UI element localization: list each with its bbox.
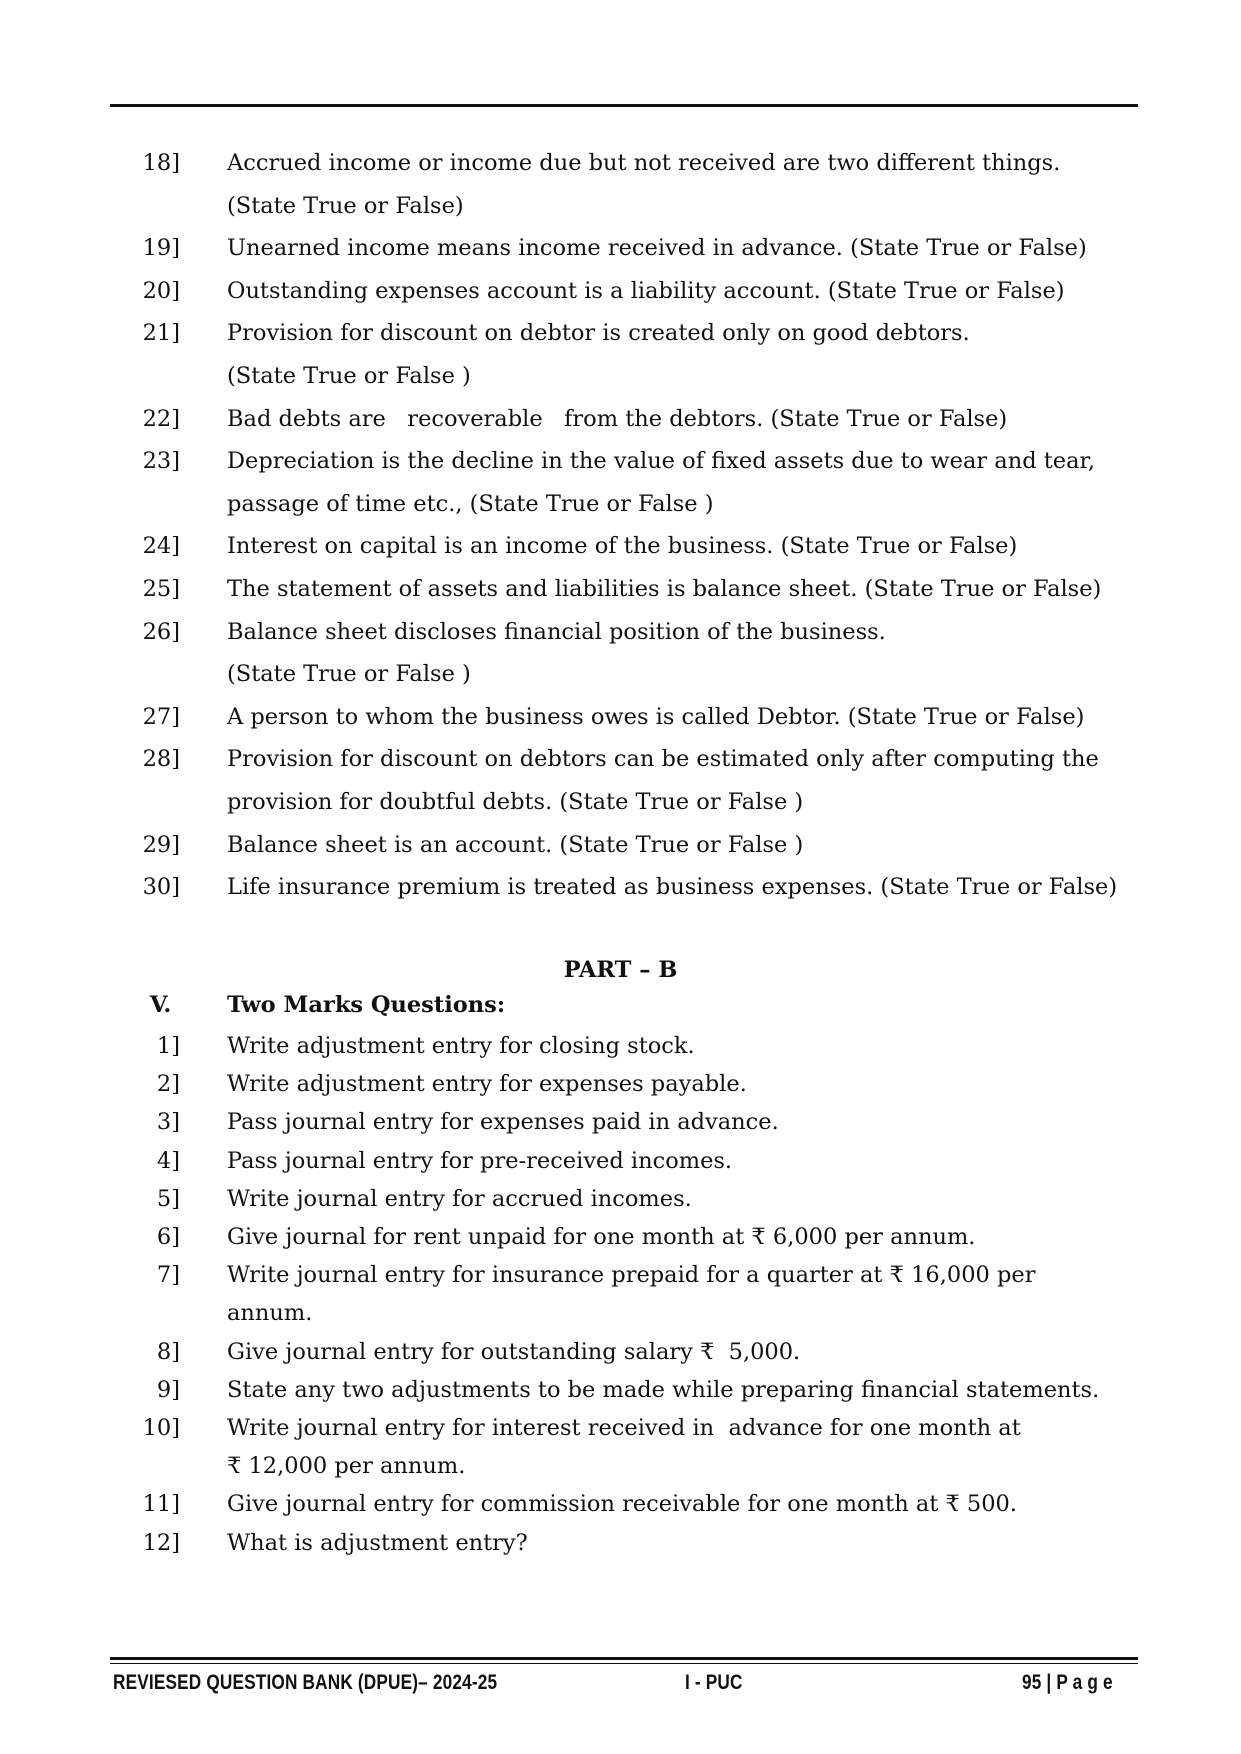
question-number: 29]	[142, 831, 180, 858]
question-text	[227, 440, 1157, 525]
question-text	[227, 696, 1157, 739]
question-number: 1]	[156, 1033, 180, 1059]
footer-rule	[110, 1657, 1138, 1660]
question-line: Write journal entry for accrued incomes.	[227, 1185, 692, 1212]
question-text	[227, 1256, 1157, 1332]
question-number: 28]	[142, 746, 180, 773]
section-number: V.	[150, 992, 172, 1018]
question-text	[227, 1333, 1157, 1371]
question-line: Write adjustment entry for expenses payable.	[227, 1071, 747, 1098]
question-number: 21]	[142, 320, 180, 347]
section-title: Two Marks Questions:	[227, 992, 506, 1018]
question-line: State any two adjustments to be made while preparing financial statements.	[227, 1376, 1100, 1403]
question-text	[227, 1409, 1157, 1485]
question-text	[227, 568, 1157, 611]
footer-page-number: 95 | P a g e	[1022, 1671, 1113, 1694]
question-item	[0, 1103, 1241, 1141]
question-number: 3]	[156, 1109, 180, 1136]
footer-left: REVIESED QUESTION BANK (DPUE)– 2024-25	[113, 1671, 498, 1694]
question-item	[0, 312, 1241, 397]
question-line: Accrued income or income due but not received are two different things.	[227, 150, 1061, 176]
question-item	[0, 1409, 1241, 1485]
question-item	[0, 525, 1241, 568]
question-line: Pass journal entry for expenses paid in advance.	[227, 1109, 779, 1136]
question-text	[227, 398, 1157, 441]
question-text	[227, 1103, 1157, 1141]
question-line: Give journal for rent unpaid for one month at ₹ 6,000 per annum.	[227, 1224, 976, 1251]
question-text	[227, 270, 1157, 313]
question-text	[227, 824, 1157, 867]
question-number: 11]	[142, 1491, 180, 1518]
question-text	[227, 1027, 1157, 1065]
question-line: Outstanding expenses account is a liability account. (State True or False)	[227, 277, 1065, 304]
question-line: Unearned income means income received in advance. (State True or False)	[227, 235, 1087, 262]
question-number: 26]	[142, 618, 180, 645]
question-line: (State True or False )	[227, 362, 471, 389]
question-line: ₹ 12,000 per annum.	[227, 1453, 466, 1480]
question-text	[227, 1485, 1157, 1523]
question-number: 19]	[142, 235, 180, 262]
question-number: 27]	[142, 703, 180, 730]
question-number: 18]	[142, 150, 180, 176]
question-text	[227, 312, 1157, 397]
question-item	[0, 398, 1241, 441]
question-line: Depreciation is the decline in the value of fixed assets due to wear and tear,	[227, 448, 1095, 475]
footer-center: I - PUC	[685, 1671, 743, 1694]
question-item	[0, 1180, 1241, 1218]
question-line: (State True or False )	[227, 661, 471, 688]
question-line: Give journal entry for outstanding salary ₹ 5,000.	[227, 1338, 801, 1365]
question-line: What is adjustment entry?	[227, 1529, 528, 1556]
question-text	[227, 1065, 1157, 1103]
question-number: 23]	[142, 448, 180, 475]
question-item	[0, 227, 1241, 270]
question-number: 12]	[142, 1529, 180, 1556]
header-rule	[110, 104, 1138, 107]
question-line: Balance sheet discloses financial position of the business.	[227, 618, 886, 645]
question-item	[0, 866, 1241, 909]
question-line: Bad debts are recoverable from the debtors. (State True or False)	[227, 405, 1008, 432]
question-text	[227, 1524, 1157, 1562]
question-item	[0, 611, 1241, 696]
question-item	[0, 738, 1241, 823]
question-number: 30]	[142, 874, 180, 901]
question-text	[227, 1218, 1157, 1256]
question-line: Life insurance premium is treated as business expenses. (State True or False)	[227, 874, 1118, 901]
question-line: Provision for discount on debtors can be estimated only after computing the	[227, 746, 1099, 773]
question-number: 6]	[156, 1224, 180, 1251]
question-text	[227, 525, 1157, 568]
question-line: provision for doubtful debts. (State True or False )	[227, 788, 804, 815]
question-item	[0, 1142, 1241, 1180]
question-number: 5]	[156, 1185, 180, 1212]
question-text	[227, 142, 1157, 227]
question-item	[0, 1065, 1241, 1103]
question-line: The statement of assets and liabilities is balance sheet. (State True or False)	[227, 575, 1102, 602]
question-line: A person to whom the business owes is called Debtor. (State True or False)	[227, 703, 1085, 730]
question-number: 7]	[156, 1262, 180, 1289]
true-false-question-list	[0, 142, 1241, 909]
question-number: 8]	[156, 1338, 180, 1365]
question-text	[227, 1142, 1157, 1180]
question-line: Write journal entry for insurance prepaid for a quarter at ₹ 16,000 per	[227, 1262, 1036, 1289]
question-text	[227, 227, 1157, 270]
question-item	[0, 270, 1241, 313]
question-line: annum.	[227, 1300, 313, 1327]
question-item	[0, 824, 1241, 867]
question-item	[0, 440, 1241, 525]
question-text	[227, 1180, 1157, 1218]
question-line: Write adjustment entry for closing stock.	[227, 1033, 695, 1059]
question-line: Provision for discount on debtor is created only on good debtors.	[227, 320, 970, 347]
question-line: passage of time etc., (State True or False )	[227, 490, 714, 517]
question-item	[0, 1218, 1241, 1256]
question-line: Interest on capital is an income of the business. (State True or False)	[227, 533, 1018, 560]
question-line: Give journal entry for commission receivable for one month at ₹ 500.	[227, 1491, 1018, 1518]
question-text	[227, 866, 1157, 909]
question-item	[0, 142, 1241, 227]
question-number: 22]	[142, 405, 180, 432]
two-marks-question-list	[0, 1027, 1241, 1562]
question-line: Balance sheet is an account. (State True or False )	[227, 831, 804, 858]
footer-rule-thin	[110, 1663, 1138, 1664]
question-item	[0, 696, 1241, 739]
question-number: 24]	[142, 533, 180, 560]
question-item	[0, 1256, 1241, 1332]
question-line: Pass journal entry for pre-received incomes.	[227, 1147, 733, 1174]
part-title: PART – B	[563, 957, 678, 983]
question-number: 9]	[156, 1376, 180, 1403]
question-line: (State True or False)	[227, 192, 464, 219]
question-number: 4]	[156, 1147, 180, 1174]
question-number: 20]	[142, 277, 180, 304]
question-line: Write journal entry for interest received in advance for one month at	[227, 1415, 1021, 1442]
question-text	[227, 611, 1157, 696]
question-number: 25]	[142, 575, 180, 602]
question-item	[0, 1333, 1241, 1371]
question-item	[0, 1027, 1241, 1065]
question-text	[227, 738, 1157, 823]
question-item	[0, 1524, 1241, 1562]
question-item	[0, 1371, 1241, 1409]
question-text	[227, 1371, 1157, 1409]
question-item	[0, 1485, 1241, 1523]
question-item	[0, 568, 1241, 611]
question-number: 10]	[142, 1415, 180, 1442]
question-number: 2]	[156, 1071, 180, 1098]
